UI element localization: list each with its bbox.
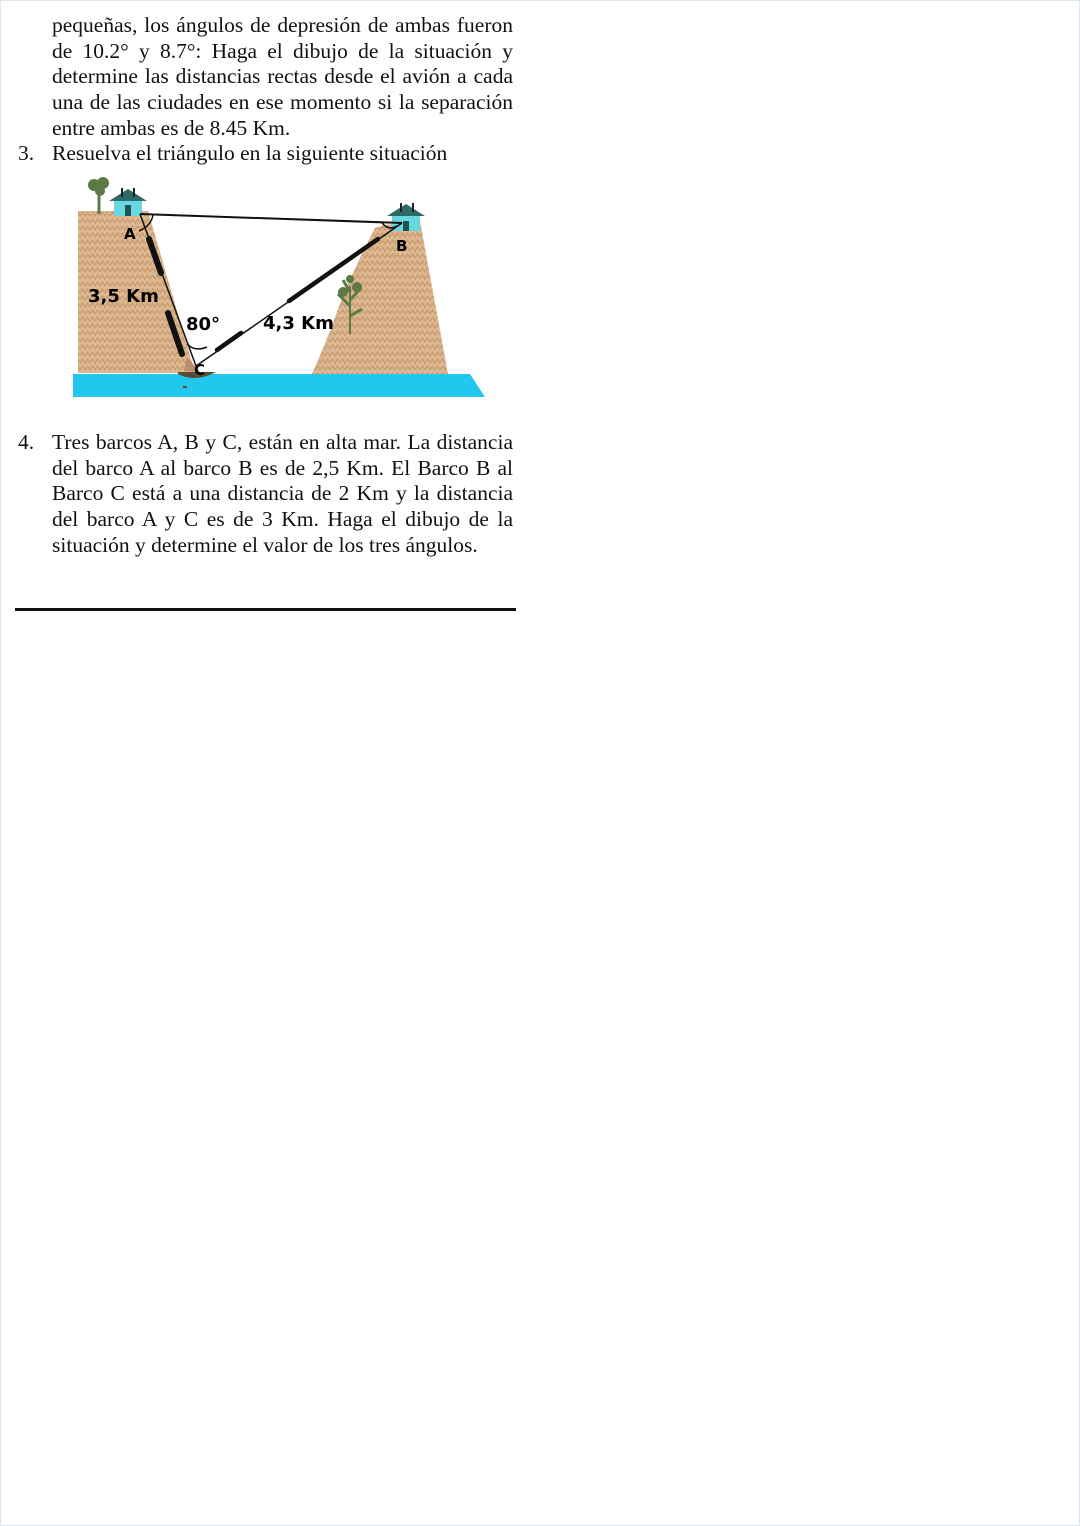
angle-c-label: 80° xyxy=(186,314,221,335)
triangle-cliffs-figure xyxy=(70,176,490,400)
section-divider xyxy=(15,608,516,611)
label-a: A xyxy=(124,225,136,243)
problem-4-text: Tres barcos A, B y C, están en alta mar. La distancia del barco A al barco B es de 2,5 Km. El Barco B al Barco C está a una distancia de 2 Km y la distancia del barco A y C es de 3 Km. Haga el dibujo de la situación y determine el valor de los tres ángulos. xyxy=(52,430,513,557)
problem-3-number: 3. xyxy=(18,141,35,165)
house-b-icon xyxy=(387,203,425,231)
side-ab-line xyxy=(140,214,402,223)
label-c: C xyxy=(194,361,206,379)
label-b: B xyxy=(396,237,408,255)
problem-2-continuation: pequeñas, los ángulos de depresión de ambas fueron de 10.2° y 8.7°: Haga el dibujo de la situación y determine las distancias rectas desde el avión a cada una de las ciudades en ese momento si la separación entre ambas es de 8.45 Km. xyxy=(52,13,513,140)
bc-dimension-mark-lower xyxy=(217,333,241,350)
problem-3-text: Resuelva el triángulo en la siguiente situación xyxy=(52,141,448,165)
water-shape xyxy=(73,374,485,397)
left-tree-icon xyxy=(88,177,109,214)
distance-bc-label: 4,3 Km xyxy=(263,313,334,334)
distance-ac-label: 3,5 Km xyxy=(88,286,159,307)
house-a-icon xyxy=(109,188,147,216)
right-cliff-shape xyxy=(312,221,448,374)
problem-4-number: 4. xyxy=(18,430,35,454)
